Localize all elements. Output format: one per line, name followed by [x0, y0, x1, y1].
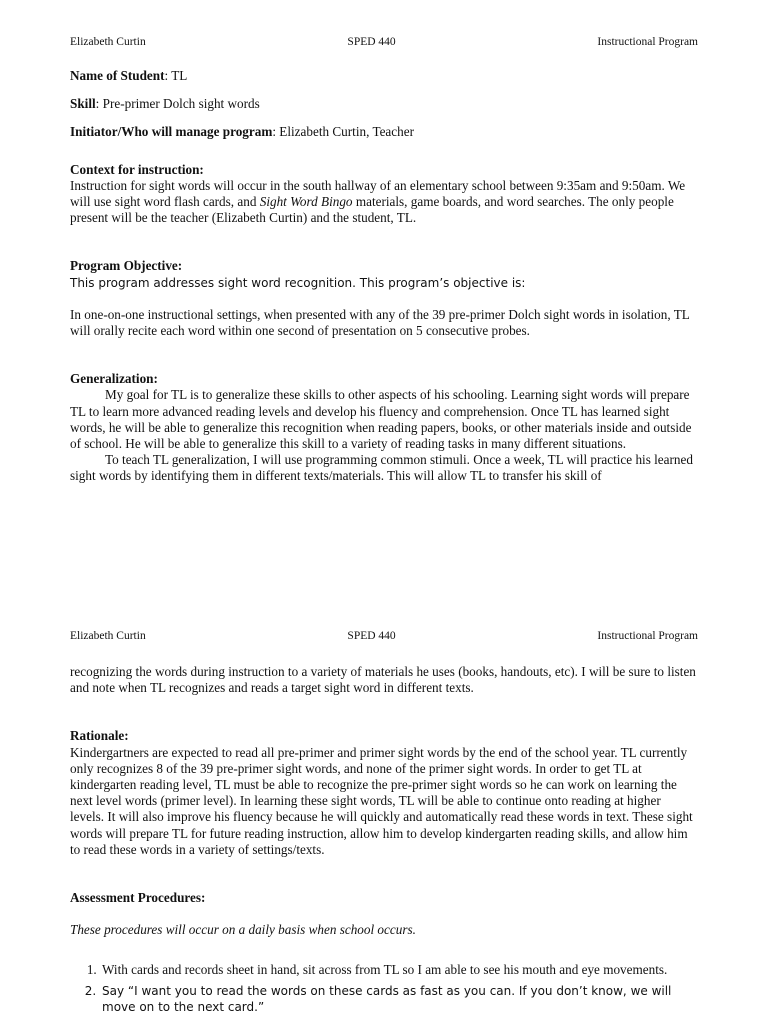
student-line — [70, 68, 698, 84]
student-label: Name of Student — [70, 68, 165, 83]
skill-line — [70, 96, 698, 112]
sight-word-bingo: Sight Word Bingo — [259, 194, 353, 210]
page-header — [70, 34, 698, 50]
page-2-body — [70, 664, 698, 1019]
rationale-paragraph: Kindergartners are expected to read all pre-primer and primer sight words by the end of the school year. TL currently only recognizes 8 of the 39 pre-primer sight words, and none of the primer sight words. In order to get TL at kindergarten reading level, TL must be able to recognize the pre-primer sight words so he can work on learning the next level words (primer level). In learning these sight words, TL will be able to continue onto reading at higher levels. It will also improve his fluency because he will quickly and automatically read these words in text. These sight words will prepare TL for future reading instruction, allow him to develop kindergarten reading skills, and allow him to read these words in a variety of settings/texts. — [70, 744, 693, 857]
assessment-steps — [70, 962, 698, 1015]
initiator-line — [70, 124, 698, 140]
student-value: : TL — [164, 68, 188, 83]
header-course: SPED 440 — [347, 630, 396, 642]
skill-value: : Pre-primer Dolch sight words — [95, 96, 260, 112]
list-item: 1. With cards and records sheet in hand, sit across from TL so I am able to see his mouth and eye movements. — [100, 962, 698, 978]
skill-label: Skill — [70, 96, 96, 112]
continuation-paragraph: recognizing the words during instruction to a variety of materials he uses (books, handouts, etc). I will be sure to listen and note when TL recognizes and reads a target sight word in different texts. — [70, 664, 696, 696]
header-author: Elizabeth Curtin — [70, 630, 146, 642]
context-heading: Context for instruction: — [70, 161, 204, 177]
header-doc-type: Instructional Program — [597, 36, 698, 48]
objective-heading: Program Objective: — [70, 258, 183, 274]
page-1-body — [70, 68, 698, 485]
initiator-label: Initiator/Who will manage program — [70, 124, 273, 140]
initiator-value: : Elizabeth Curtin, Teacher — [272, 124, 414, 140]
header-author: Elizabeth Curtin — [70, 36, 146, 48]
context-paragraph: Instruction for sight words will occur in the south hallway of an elementary school between 9:35am and 9:50am. We will use sight word flash cards, and Sight Word Bingo materials, game boards, and word searches. The only people present will be the teacher (Elizabeth Curtin) and the student, TL. — [70, 177, 686, 226]
objective-intro: This program addresses sight word recognition. This program’s objective is: — [70, 275, 526, 290]
objective-text: In one-on-one instructional settings, when presented with any of the 39 pre-primer Dolch sight words in isolation, TL will orally recite each word within one second of presentation on 5 consecutive probes. — [70, 306, 690, 339]
generalization-paragraph-1: My goal for TL is to generalize these skills to other aspects of his schooling. Learning sight words will prepare TL to learn more advanced reading levels and develop his fluency and comprehension. Once TL has learned sight words, he will be able to generalize this recognition when reading papers, books, or other materials inside and outside of school. He will be able to generalize this skill to a variety of reading tasks in many different situations. — [70, 387, 692, 452]
generalization-heading: Generalization: — [70, 371, 158, 387]
header-course: SPED 440 — [347, 36, 396, 48]
generalization-paragraph-2: To teach TL generalization, I will use programming common stimuli. Once a week, TL will practice his learned sight words by identifying them in different texts/materials. This will allow TL to transfer his skill of — [70, 452, 693, 484]
assessment-note: These procedures will occur on a daily basis when school occurs. — [70, 922, 416, 938]
rationale-heading: Rationale: — [70, 728, 129, 744]
page-header-2 — [70, 628, 698, 644]
header-doc-type: Instructional Program — [597, 630, 698, 642]
list-item: 2. Say “I want you to read the words on these cards as fast as you can. If you don’t know, we will move on to the next card.” — [100, 983, 698, 1015]
assessment-heading: Assessment Procedures: — [70, 890, 206, 906]
